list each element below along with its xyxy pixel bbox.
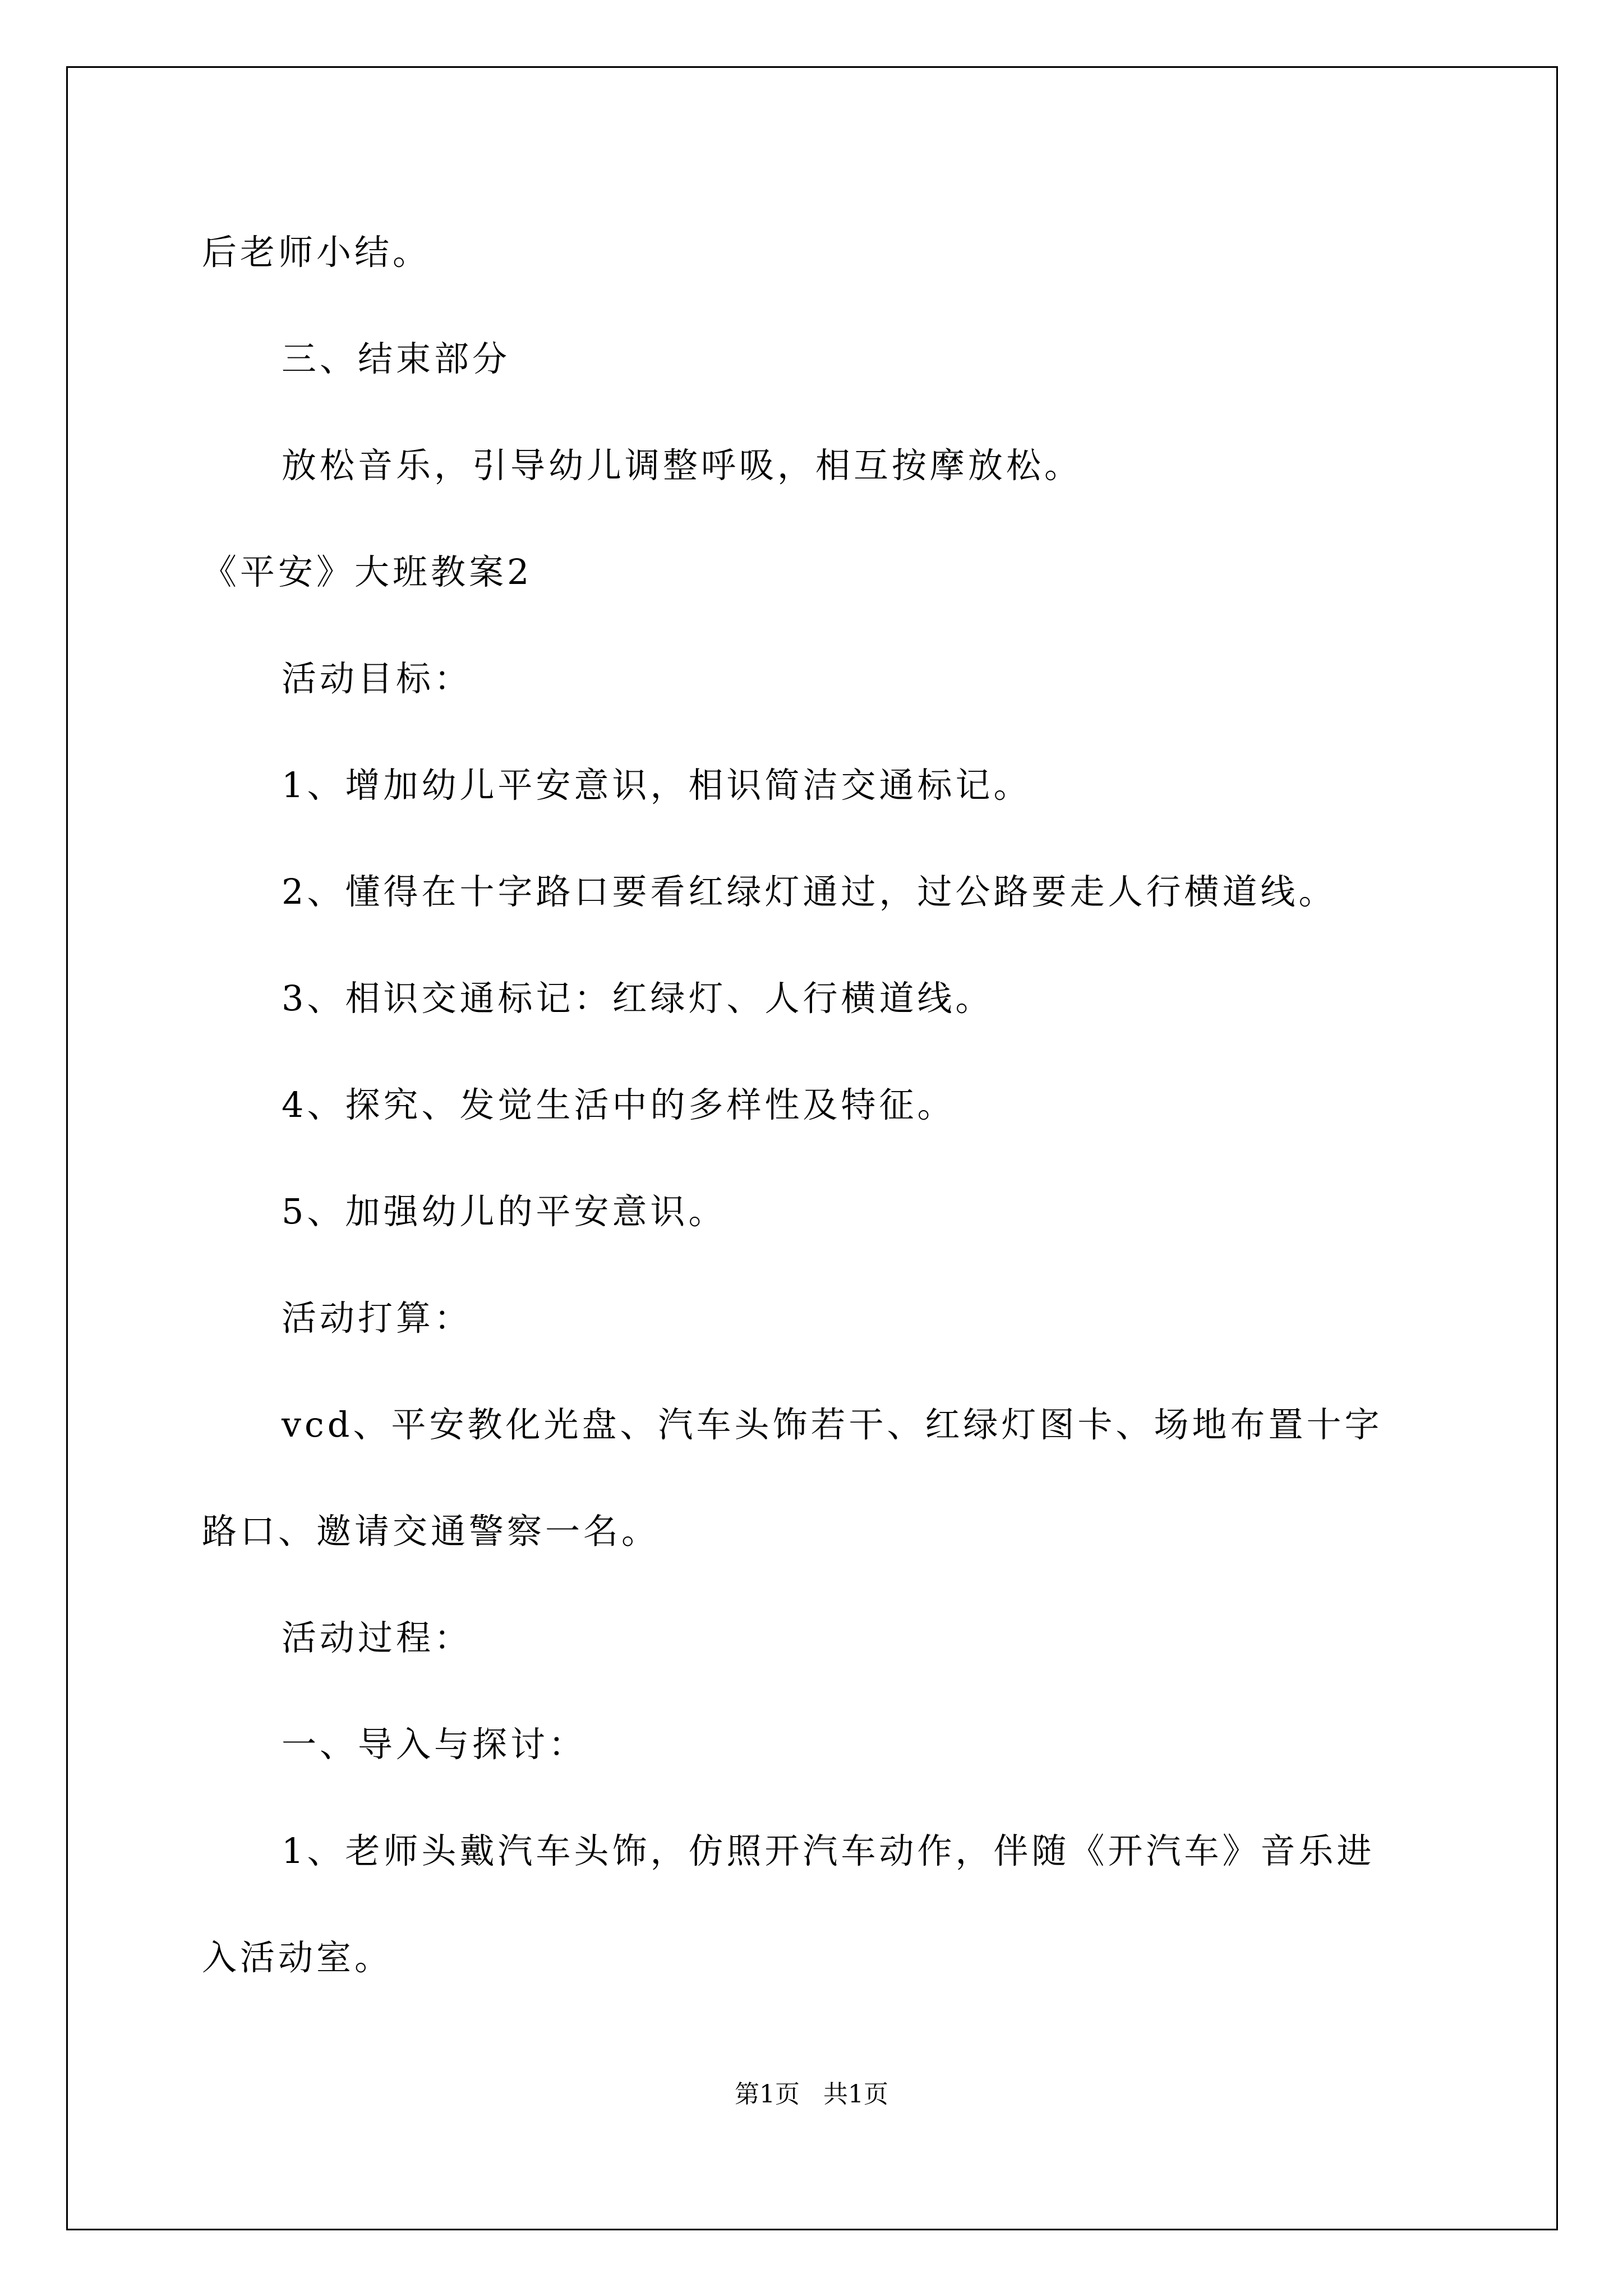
- process-step-1-line-1: 1、老师头戴汽车头饰，仿照开汽车动作，伴随《开汽车》音乐进: [282, 1830, 1375, 1871]
- section-heading-end: 三、结束部分: [282, 338, 511, 379]
- process-subheading-1: 一、导入与探讨：: [282, 1724, 587, 1765]
- preparation-text-line-1: vcd、平安教化光盘、汽车头饰若干、红绿灯图卡、场地布置十字: [282, 1404, 1383, 1445]
- text-line-1: 后老师小结。: [202, 232, 431, 273]
- text-line-3: 放松音乐，引导幼儿调整呼吸，相互按摩放松。: [282, 445, 1083, 486]
- process-step-1-line-2: 入活动室。: [202, 1937, 393, 1978]
- page-border: [66, 66, 1558, 2230]
- goal-item-3: 3、相识交通标记：红绿灯、人行横道线。: [282, 978, 994, 1019]
- section-heading-preparation: 活动打算：: [282, 1297, 473, 1338]
- goal-item-2: 2、懂得在十字路口要看红绿灯通过，过公路要走人行横道线。: [282, 871, 1337, 912]
- section-heading-goals: 活动目标：: [282, 658, 473, 699]
- lesson-title: 《平安》大班教案2: [202, 551, 533, 592]
- preparation-text-line-2: 路口、邀请交通警察一名。: [202, 1511, 660, 1552]
- goal-item-4: 4、探究、发觉生活中的多样性及特征。: [282, 1084, 956, 1125]
- page-footer: 第1页 共1页: [735, 2080, 888, 2109]
- goal-item-1: 1、增加幼儿平安意识，相识简洁交通标记。: [282, 765, 1032, 806]
- goal-item-5: 5、加强幼儿的平安意识。: [282, 1191, 727, 1232]
- section-heading-process: 活动过程：: [282, 1617, 473, 1658]
